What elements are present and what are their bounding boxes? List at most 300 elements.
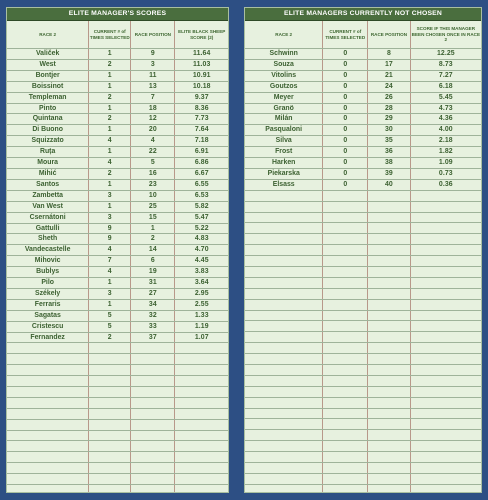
times-selected-cell: 1: [89, 147, 131, 158]
race-position-cell: [131, 343, 175, 354]
score-cell: [175, 441, 228, 452]
score-cell: 1.33: [175, 310, 228, 321]
score-cell: 2.18: [410, 136, 481, 147]
score-cell: [410, 419, 481, 430]
table-row: [7, 179, 228, 190]
table-row: [245, 147, 481, 158]
score-cell: 6.55: [175, 179, 228, 190]
empty-row: [245, 321, 481, 332]
score-cell: 4.36: [410, 114, 481, 125]
manager-name-cell: Di Buono: [7, 125, 89, 136]
times-selected-cell: [323, 430, 368, 441]
times-selected-cell: [89, 485, 131, 493]
manager-name-cell: [245, 310, 323, 321]
table-row: [245, 168, 481, 179]
times-selected-cell: 1: [89, 299, 131, 310]
table-row: [7, 125, 228, 136]
empty-row: [7, 463, 228, 474]
race-position-cell: [368, 386, 410, 397]
race-position-cell: 16: [131, 168, 175, 179]
race-position-cell: 12: [131, 114, 175, 125]
empty-row: [7, 408, 228, 419]
empty-row: [7, 397, 228, 408]
race-position-cell: 30: [368, 125, 410, 136]
manager-name-cell: [245, 201, 323, 212]
times-selected-cell: 5: [89, 321, 131, 332]
score-cell: 4.70: [175, 245, 228, 256]
race-position-cell: [131, 463, 175, 474]
manager-name-cell: Squizzato: [7, 136, 89, 147]
times-selected-cell: [323, 277, 368, 288]
col-header-times-selected: CURRENT # of TIMES SELECTED: [89, 21, 131, 49]
table-row: [7, 234, 228, 245]
manager-name-cell: Elsass: [245, 179, 323, 190]
manager-name-cell: [245, 332, 323, 343]
score-cell: 8.36: [175, 103, 228, 114]
score-cell: [175, 430, 228, 441]
header-row: [7, 21, 228, 49]
times-selected-cell: 5: [89, 310, 131, 321]
score-cell: 6.91: [175, 147, 228, 158]
manager-name-cell: Sagatas: [7, 310, 89, 321]
empty-row: [245, 310, 481, 321]
empty-row: [245, 277, 481, 288]
score-cell: 10.18: [175, 81, 228, 92]
times-selected-cell: 4: [89, 158, 131, 169]
score-cell: 1.19: [175, 321, 228, 332]
score-cell: 4.45: [175, 256, 228, 267]
manager-name-cell: Vitolins: [245, 70, 323, 81]
times-selected-cell: 0: [323, 158, 368, 169]
manager-name-cell: [245, 277, 323, 288]
elite-scores-panel: [6, 7, 229, 493]
score-cell: 4.73: [410, 103, 481, 114]
score-cell: 10.91: [175, 70, 228, 81]
manager-name-cell: Moura: [7, 158, 89, 169]
race-position-cell: [368, 201, 410, 212]
race-position-cell: 38: [368, 158, 410, 169]
table-row: [7, 223, 228, 234]
manager-name-cell: [245, 473, 323, 484]
times-selected-cell: 1: [89, 70, 131, 81]
score-cell: [175, 365, 228, 376]
race-position-cell: 26: [368, 92, 410, 103]
race-position-cell: [368, 267, 410, 278]
score-cell: [410, 256, 481, 267]
times-selected-cell: 0: [323, 59, 368, 70]
manager-name-cell: [7, 452, 89, 463]
manager-name-cell: [245, 343, 323, 354]
score-cell: 5.22: [175, 223, 228, 234]
times-selected-cell: [323, 212, 368, 223]
table-row: [7, 81, 228, 92]
empty-row: [245, 408, 481, 419]
times-selected-cell: [89, 343, 131, 354]
race-position-cell: 10: [131, 190, 175, 201]
score-cell: [410, 343, 481, 354]
times-selected-cell: 1: [89, 125, 131, 136]
manager-name-cell: [7, 343, 89, 354]
manager-name-cell: [245, 223, 323, 234]
score-cell: [175, 354, 228, 365]
race-position-cell: [368, 484, 410, 493]
manager-name-cell: Van West: [7, 201, 89, 212]
race-position-cell: 29: [368, 114, 410, 125]
manager-name-cell: Goutzos: [245, 81, 323, 92]
race-position-cell: [368, 441, 410, 452]
table-row: [7, 310, 228, 321]
score-cell: 3.83: [175, 267, 228, 278]
race-position-cell: 31: [131, 278, 175, 289]
score-cell: [410, 473, 481, 484]
elite-scores-table: [7, 21, 228, 493]
manager-name-cell: [245, 452, 323, 463]
manager-name-cell: [245, 365, 323, 376]
times-selected-cell: 0: [323, 168, 368, 179]
race-position-cell: [131, 365, 175, 376]
manager-name-cell: [245, 267, 323, 278]
manager-name-cell: [245, 190, 323, 201]
manager-name-cell: West: [7, 59, 89, 70]
race-position-cell: [368, 321, 410, 332]
times-selected-cell: [323, 288, 368, 299]
race-position-cell: [368, 332, 410, 343]
elite-scores-title: ELITE MANAGER'S SCORES: [7, 8, 228, 21]
manager-name-cell: [7, 430, 89, 441]
table-row: [7, 92, 228, 103]
score-cell: 7.73: [175, 114, 228, 125]
times-selected-cell: 3: [89, 212, 131, 223]
empty-row: [245, 365, 481, 376]
times-selected-cell: [323, 190, 368, 201]
score-cell: 11.64: [175, 49, 228, 60]
manager-name-cell: [245, 419, 323, 430]
manager-name-cell: [7, 387, 89, 398]
times-selected-cell: [323, 267, 368, 278]
table-row: [7, 190, 228, 201]
empty-row: [245, 245, 481, 256]
manager-name-cell: [7, 485, 89, 493]
score-cell: 3.64: [175, 278, 228, 289]
score-cell: [410, 234, 481, 245]
manager-name-cell: Quintana: [7, 114, 89, 125]
score-cell: 5.47: [175, 212, 228, 223]
not-chosen-table: [245, 21, 481, 493]
score-cell: [175, 408, 228, 419]
race-position-cell: [131, 452, 175, 463]
race-position-cell: [368, 463, 410, 474]
race-position-cell: 25: [131, 201, 175, 212]
times-selected-cell: [323, 332, 368, 343]
score-cell: 6.18: [410, 81, 481, 92]
times-selected-cell: [323, 484, 368, 493]
race-position-cell: [368, 354, 410, 365]
race-position-cell: 20: [131, 125, 175, 136]
times-selected-cell: [323, 354, 368, 365]
race-position-cell: 28: [368, 103, 410, 114]
race-position-cell: [368, 288, 410, 299]
score-cell: [175, 474, 228, 485]
race-position-cell: 15: [131, 212, 175, 223]
race-position-cell: [368, 473, 410, 484]
race-position-cell: [368, 419, 410, 430]
manager-name-cell: [245, 430, 323, 441]
score-cell: 4.00: [410, 125, 481, 136]
score-cell: [410, 332, 481, 343]
race-position-cell: 19: [131, 267, 175, 278]
manager-name-cell: [245, 321, 323, 332]
col-header-times-selected: CURRENT # of TIMES SELECTED: [323, 21, 368, 49]
empty-row: [245, 397, 481, 408]
score-cell: [175, 343, 228, 354]
manager-name-cell: Valiček: [7, 49, 89, 60]
score-cell: 1.07: [175, 332, 228, 343]
times-selected-cell: [89, 419, 131, 430]
times-selected-cell: 3: [89, 190, 131, 201]
manager-name-cell: [245, 245, 323, 256]
race-position-cell: [131, 408, 175, 419]
manager-name-cell: [245, 256, 323, 267]
times-selected-cell: [323, 299, 368, 310]
col-header-score-if-chosen: SCORE IF THIS MANAGER BEEN CHOSEN ONCE IN RACE 2: [410, 21, 481, 49]
race-position-cell: 2: [131, 234, 175, 245]
race-position-cell: [368, 256, 410, 267]
score-cell: [410, 452, 481, 463]
manager-name-cell: Ferraris: [7, 299, 89, 310]
race-position-cell: 27: [131, 288, 175, 299]
manager-name-cell: Pilo: [7, 278, 89, 289]
col-header-race-position: RACE POSITION: [131, 21, 175, 49]
score-cell: 7.64: [175, 125, 228, 136]
empty-row: [7, 354, 228, 365]
score-cell: [410, 310, 481, 321]
race-position-cell: 35: [368, 136, 410, 147]
table-row: [245, 179, 481, 190]
times-selected-cell: 4: [89, 136, 131, 147]
times-selected-cell: [89, 463, 131, 474]
table-row: [7, 212, 228, 223]
manager-name-cell: Santos: [7, 179, 89, 190]
manager-name-cell: [7, 474, 89, 485]
empty-row: [7, 430, 228, 441]
race-position-cell: 13: [131, 81, 175, 92]
times-selected-cell: 1: [89, 49, 131, 60]
manager-name-cell: Mihovic: [7, 256, 89, 267]
col-header-race-position: RACE POSITION: [368, 21, 410, 49]
empty-row: [245, 223, 481, 234]
score-cell: [410, 321, 481, 332]
times-selected-cell: 1: [89, 201, 131, 212]
score-cell: 4.83: [175, 234, 228, 245]
manager-name-cell: [7, 376, 89, 387]
score-cell: [410, 430, 481, 441]
score-cell: [410, 408, 481, 419]
manager-name-cell: [245, 484, 323, 493]
manager-name-cell: Mihić: [7, 168, 89, 179]
times-selected-cell: [323, 452, 368, 463]
times-selected-cell: [323, 463, 368, 474]
table-row: [7, 158, 228, 169]
table-row: [7, 49, 228, 60]
race-position-cell: [368, 234, 410, 245]
race-position-cell: 3: [131, 59, 175, 70]
times-selected-cell: 0: [323, 179, 368, 190]
col-header-race: RACE 2: [7, 21, 89, 49]
empty-row: [7, 387, 228, 398]
race-position-cell: 1: [131, 223, 175, 234]
empty-row: [245, 452, 481, 463]
manager-name-cell: [245, 408, 323, 419]
table-row: [245, 136, 481, 147]
table-row: [245, 49, 481, 60]
empty-row: [245, 463, 481, 474]
manager-name-cell: [7, 419, 89, 430]
score-cell: [410, 245, 481, 256]
times-selected-cell: [89, 397, 131, 408]
times-selected-cell: 2: [89, 92, 131, 103]
times-selected-cell: 0: [323, 49, 368, 60]
score-cell: [410, 484, 481, 493]
manager-name-cell: [245, 354, 323, 365]
manager-name-cell: Pasqualoni: [245, 125, 323, 136]
race-position-cell: 32: [131, 310, 175, 321]
race-position-cell: 18: [131, 103, 175, 114]
race-position-cell: 21: [368, 70, 410, 81]
empty-row: [245, 473, 481, 484]
manager-name-cell: Székely: [7, 288, 89, 299]
table-row: [7, 201, 228, 212]
table-row: [7, 299, 228, 310]
score-cell: [410, 201, 481, 212]
race-position-cell: [368, 397, 410, 408]
header-row: [245, 21, 481, 49]
empty-row: [245, 256, 481, 267]
times-selected-cell: 3: [89, 288, 131, 299]
score-cell: [410, 299, 481, 310]
times-selected-cell: [323, 234, 368, 245]
times-selected-cell: 4: [89, 245, 131, 256]
empty-row: [245, 212, 481, 223]
times-selected-cell: 4: [89, 267, 131, 278]
manager-name-cell: [245, 397, 323, 408]
score-cell: [410, 267, 481, 278]
empty-row: [245, 201, 481, 212]
table-row: [7, 267, 228, 278]
score-cell: [410, 386, 481, 397]
race-position-cell: [368, 277, 410, 288]
times-selected-cell: 1: [89, 81, 131, 92]
race-position-cell: [368, 430, 410, 441]
score-cell: [175, 463, 228, 474]
score-cell: [410, 365, 481, 376]
times-selected-cell: [89, 365, 131, 376]
times-selected-cell: 1: [89, 103, 131, 114]
race-position-cell: 5: [131, 158, 175, 169]
score-cell: 9.37: [175, 92, 228, 103]
times-selected-cell: [323, 441, 368, 452]
table-row: [7, 114, 228, 125]
score-cell: 7.27: [410, 70, 481, 81]
empty-row: [7, 343, 228, 354]
manager-name-cell: Sheth: [7, 234, 89, 245]
times-selected-cell: 2: [89, 332, 131, 343]
score-cell: [175, 452, 228, 463]
empty-row: [245, 419, 481, 430]
race-position-cell: 39: [368, 168, 410, 179]
empty-row: [245, 299, 481, 310]
times-selected-cell: [323, 386, 368, 397]
race-position-cell: 14: [131, 245, 175, 256]
race-position-cell: 23: [131, 179, 175, 190]
times-selected-cell: [323, 201, 368, 212]
table-row: [7, 256, 228, 267]
times-selected-cell: [89, 430, 131, 441]
score-cell: [410, 375, 481, 386]
empty-row: [245, 288, 481, 299]
race-position-cell: [368, 223, 410, 234]
empty-row: [245, 386, 481, 397]
times-selected-cell: [89, 387, 131, 398]
times-selected-cell: [323, 375, 368, 386]
empty-row: [7, 376, 228, 387]
score-cell: [410, 190, 481, 201]
score-cell: 6.53: [175, 190, 228, 201]
race-position-cell: [131, 485, 175, 493]
score-cell: 1.09: [410, 158, 481, 169]
race-position-cell: [368, 190, 410, 201]
times-selected-cell: 0: [323, 125, 368, 136]
manager-name-cell: Templeman: [7, 92, 89, 103]
col-header-race: RACE 2: [245, 21, 323, 49]
race-position-cell: 37: [131, 332, 175, 343]
manager-name-cell: Silva: [245, 136, 323, 147]
empty-row: [245, 190, 481, 201]
times-selected-cell: 2: [89, 59, 131, 70]
manager-name-cell: Granö: [245, 103, 323, 114]
race-position-cell: 11: [131, 70, 175, 81]
manager-name-cell: [7, 441, 89, 452]
score-cell: [410, 212, 481, 223]
race-position-cell: 40: [368, 179, 410, 190]
manager-name-cell: Pinto: [7, 103, 89, 114]
empty-row: [7, 485, 228, 493]
table-row: [245, 158, 481, 169]
empty-row: [245, 484, 481, 493]
score-cell: [410, 354, 481, 365]
manager-name-cell: Bontjer: [7, 70, 89, 81]
empty-row: [245, 375, 481, 386]
table-row: [7, 136, 228, 147]
manager-name-cell: Harken: [245, 158, 323, 169]
race-position-cell: 33: [131, 321, 175, 332]
manager-name-cell: [7, 365, 89, 376]
race-position-cell: [368, 212, 410, 223]
empty-row: [245, 354, 481, 365]
table-row: [7, 147, 228, 158]
manager-name-cell: Piekarska: [245, 168, 323, 179]
table-row: [245, 92, 481, 103]
manager-name-cell: Milán: [245, 114, 323, 125]
times-selected-cell: [323, 397, 368, 408]
score-cell: [175, 419, 228, 430]
score-cell: 6.67: [175, 168, 228, 179]
manager-name-cell: [245, 441, 323, 452]
race-position-cell: 7: [131, 92, 175, 103]
manager-name-cell: Zambetta: [7, 190, 89, 201]
table-row: [7, 278, 228, 289]
times-selected-cell: 0: [323, 136, 368, 147]
race-position-cell: [368, 299, 410, 310]
